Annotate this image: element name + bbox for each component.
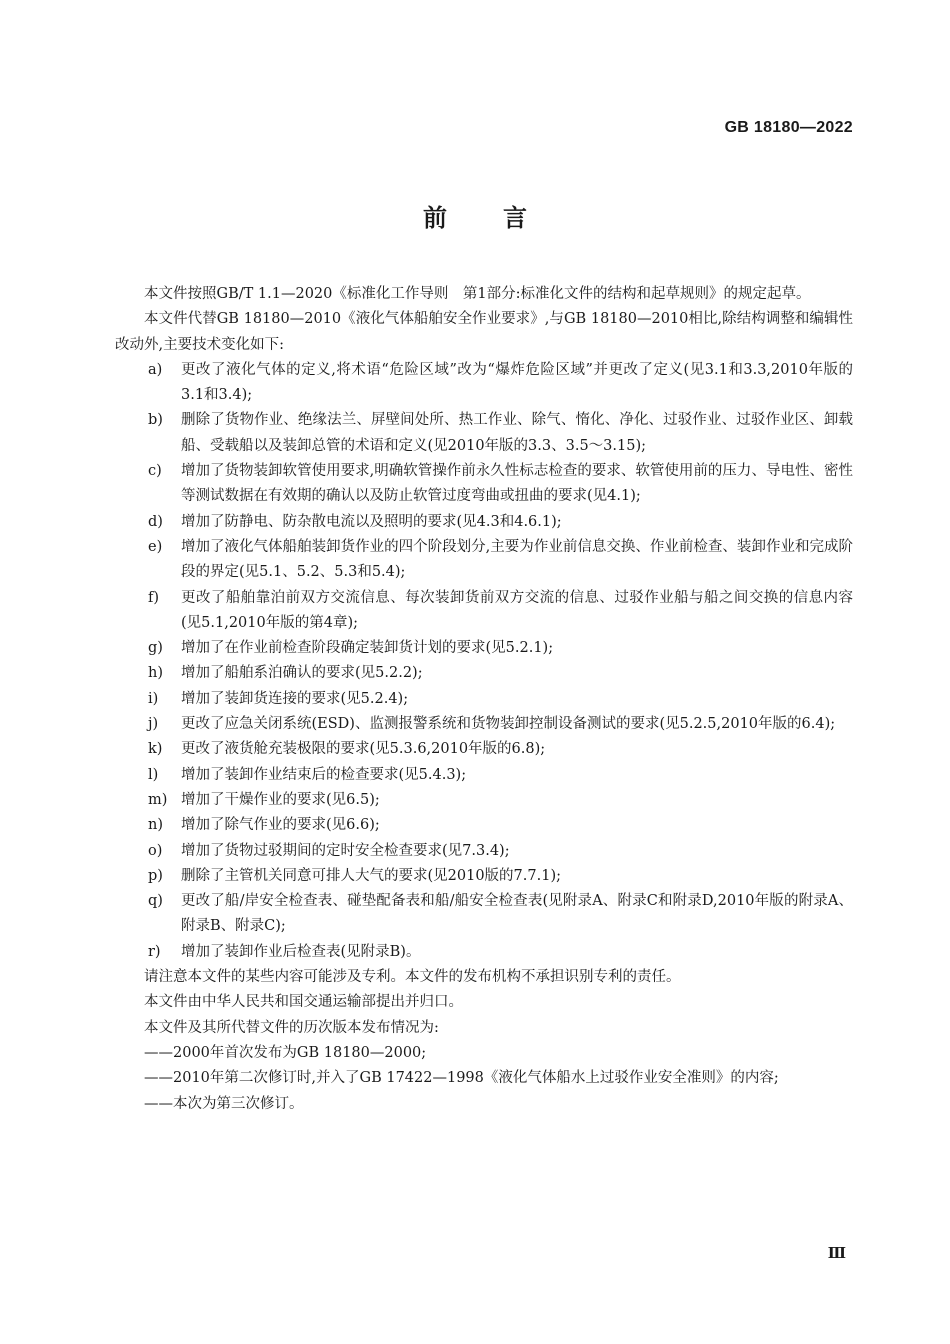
list-item-text: 增加了装卸作业结束后的检查要求(见5.4.3); bbox=[181, 766, 467, 783]
list-item bbox=[115, 763, 853, 788]
list-item bbox=[115, 459, 853, 510]
list-item-text: 删除了主管机关同意可排人大气的要求(见2010版的7.7.1); bbox=[181, 867, 561, 884]
list-item-text: 增加了液化气体船舶装卸货作业的四个阶段划分,主要为作业前信息交换、作业前检查、装卸作业和完成阶段的界定(见5.1、5.2、5.3和5.4); bbox=[181, 538, 853, 581]
technical-changes-list bbox=[115, 358, 853, 965]
list-marker: h) bbox=[148, 665, 163, 682]
patent-notice: 请注意本文件的某些内容可能涉及专利。本文件的发布机构不承担识别专利的责任。 bbox=[144, 969, 681, 986]
list-item bbox=[115, 535, 853, 586]
list-item-text: 更改了液化气体的定义,将术语“危险区域”改为“爆炸危险区域”并更改了定义(见3.1和3.3,2010年版的3.1和3.4); bbox=[181, 361, 853, 404]
list-marker: b) bbox=[148, 412, 163, 429]
standard-number: GB 18180—2022 bbox=[724, 119, 853, 136]
list-item bbox=[115, 737, 853, 762]
list-marker: n) bbox=[148, 817, 163, 834]
list-item-text: 增加了干燥作业的要求(见6.5); bbox=[181, 791, 380, 808]
list-marker: a) bbox=[148, 361, 163, 378]
list-item bbox=[115, 839, 853, 864]
title-char-2: 言 bbox=[503, 204, 527, 232]
list-item-text: 更改了液货舱充装极限的要求(见5.3.6,2010年版的6.8); bbox=[181, 741, 546, 758]
list-item bbox=[115, 889, 853, 940]
list-marker: r) bbox=[148, 943, 161, 960]
list-item-text: 更改了船舶靠泊前双方交流信息、每次装卸货前双方交流的信息、过驳作业船与船之间交换的信息内容(见5.1,2010年版的第4章); bbox=[181, 589, 853, 631]
list-marker: c) bbox=[148, 463, 162, 480]
list-item bbox=[115, 510, 853, 535]
list-marker: g) bbox=[148, 640, 163, 657]
list-marker: k) bbox=[148, 741, 163, 758]
list-marker: q) bbox=[148, 893, 163, 910]
list-item bbox=[115, 940, 853, 965]
list-item-text: 增加了除气作业的要求(见6.6); bbox=[181, 817, 380, 834]
list-item bbox=[115, 408, 853, 459]
list-marker: e) bbox=[148, 538, 163, 555]
list-marker: j) bbox=[148, 716, 159, 733]
drafting-rule-paragraph: 本文件按照GB/T 1.1—2020《标准化工作导则 第1部分:标准化文件的结构和起草规则》的规定起草。 bbox=[144, 286, 811, 302]
page-title bbox=[0, 200, 950, 236]
list-marker: o) bbox=[148, 842, 163, 859]
foreword-body bbox=[115, 282, 853, 1117]
list-item-text: 增加了装卸货连接的要求(见5.2.4); bbox=[181, 690, 409, 707]
list-item-text: 增加了货物装卸软管使用要求,明确软管操作前永久性标志检查的要求、软管使用前的压力、导电性、密性等测试数据在有效期的确认以及防止软管过度弯曲或扭曲的要求(见4.1); bbox=[181, 463, 853, 505]
list-marker: d) bbox=[148, 513, 163, 530]
list-marker: m) bbox=[148, 791, 168, 808]
list-marker: l) bbox=[148, 766, 159, 783]
list-item-text: 增加了防静电、防杂散电流以及照明的要求(见4.3和4.6.1); bbox=[181, 513, 562, 530]
list-item bbox=[115, 813, 853, 838]
list-item bbox=[115, 586, 853, 637]
list-marker: i) bbox=[148, 690, 159, 707]
list-item bbox=[115, 788, 853, 813]
list-item bbox=[115, 636, 853, 661]
list-item bbox=[115, 358, 853, 409]
list-item-text: 增加了在作业前检查阶段确定装卸货计划的要求(见5.2.1); bbox=[181, 640, 554, 657]
list-item bbox=[115, 687, 853, 712]
proposer-statement: 本文件由中华人民共和国交通运输部提出并归口。 bbox=[144, 994, 463, 1011]
list-item-text: 增加了船舶系泊确认的要求(见5.2.2); bbox=[181, 665, 423, 682]
history-entry: ——2000年首次发布为GB 18180—2000; bbox=[144, 1044, 427, 1061]
list-item bbox=[115, 712, 853, 737]
list-item-text: 更改了应急关闭系统(ESD)、监测报警系统和货物装卸控制设备测试的要求(见5.2.5,2010年版的6.4); bbox=[181, 716, 836, 733]
list-item-text: 增加了货物过驳期间的定时安全检查要求(见7.3.4); bbox=[181, 842, 510, 859]
replacement-paragraph: 本文件代替GB 18180—2010《液化气体船舶安全作业要求》,与GB 18180—2010相比,除结构调整和编辑性改动外,主要技术变化如下: bbox=[115, 311, 853, 353]
list-marker: p) bbox=[148, 867, 163, 884]
history-intro: 本文件及其所代替文件的历次版本发布情况为: bbox=[144, 1019, 439, 1036]
history-entry: ——2010年第二次修订时,并入了GB 17422—1998《液化气体船水上过驳作业安全准则》的内容; bbox=[144, 1070, 779, 1087]
list-item-text: 删除了货物作业、绝缘法兰、屏壁间处所、热工作业、除气、惰化、净化、过驳作业、过驳作业区、卸载船、受载船以及装卸总管的术语和定义(见2010年版的3.3、3.5～3.15); bbox=[181, 412, 853, 454]
page-number: Ⅲ bbox=[827, 1244, 846, 1262]
list-item bbox=[115, 864, 853, 889]
list-item-text: 更改了船/岸安全检查表、碰垫配备表和船/船安全检查表(见附录A、附录C和附录D,2010年版的附录A、附录B、附录C); bbox=[181, 893, 853, 935]
list-item-text: 增加了装卸作业后检查表(见附录B)。 bbox=[181, 943, 421, 960]
history-entry: ——本次为第三次修订。 bbox=[144, 1095, 304, 1112]
list-item bbox=[115, 661, 853, 686]
title-char-1: 前 bbox=[423, 204, 447, 232]
list-marker: f) bbox=[148, 589, 160, 606]
